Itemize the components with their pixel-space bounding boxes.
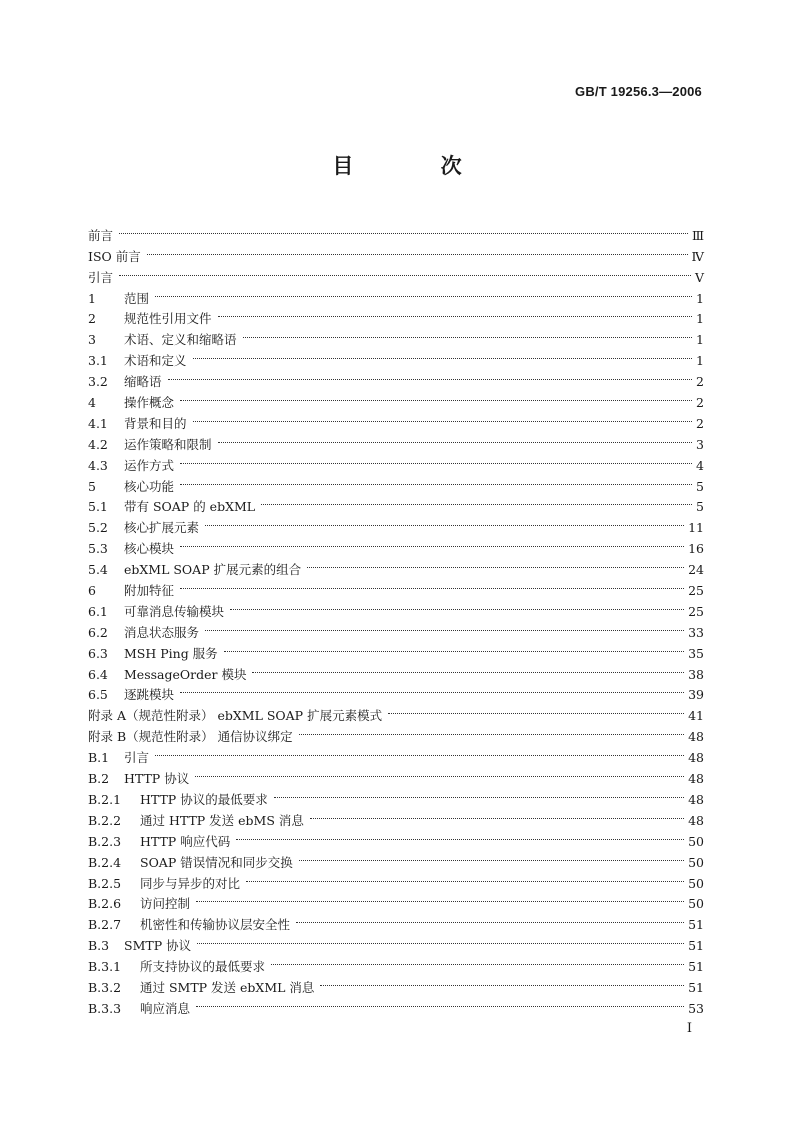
toc-dot-leader <box>274 783 684 804</box>
toc-entry-label: HTTP 响应代码 <box>140 833 231 849</box>
toc-entry-page: 5 <box>696 478 704 494</box>
toc-entry <box>88 470 704 494</box>
toc-entry-page: 48 <box>688 812 704 828</box>
toc-entry <box>88 282 704 306</box>
toc-entry-label: 术语和定义 <box>124 353 187 369</box>
toc-dot-leader <box>197 929 684 950</box>
toc-entry <box>88 449 704 473</box>
toc-dot-leader <box>119 219 688 240</box>
toc-entry-number: 1 <box>88 290 96 306</box>
toc-dot-leader <box>224 637 684 658</box>
toc-entry-page: 1 <box>696 311 704 327</box>
toc-entry-number: 2 <box>88 311 96 327</box>
toc-entry-page: 50 <box>688 854 704 870</box>
toc-entry-number: 6.3 <box>88 645 108 661</box>
toc-entry <box>88 553 704 578</box>
toc-dot-leader <box>195 762 684 783</box>
toc-entry-page: 24 <box>688 562 704 578</box>
toc-entry-page: 51 <box>688 979 704 995</box>
table-of-contents <box>88 219 704 1016</box>
toc-dot-leader <box>180 470 692 491</box>
toc-entry <box>88 407 704 431</box>
toc-entry-label: HTTP 协议 <box>124 771 190 787</box>
toc-entry-page: 5 <box>696 499 704 515</box>
toc-entry-label: 操作概念 <box>124 395 175 411</box>
toc-entry-number: B.2.6 <box>88 896 122 912</box>
toc-dot-leader <box>299 720 684 741</box>
toc-entry-page: 11 <box>688 520 704 536</box>
toc-entry <box>88 386 704 411</box>
toc-entry-label: 通过 SMTP 发送 ebXML 消息 <box>140 979 315 995</box>
toc-entry-label: 核心模块 <box>124 541 175 557</box>
toc-entry-page: 1 <box>696 290 704 306</box>
toc-entry <box>88 303 704 327</box>
toc-entry <box>88 679 704 703</box>
toc-entry-page: 51 <box>688 938 704 954</box>
toc-entry-label: MSH Ping 服务 <box>124 645 218 661</box>
toc-entry-page: Ⅳ <box>691 248 704 264</box>
toc-entry-label: MessageOrder 模块 <box>124 666 247 682</box>
toc-entry <box>88 699 704 724</box>
toc-entry-label: 前言 <box>88 227 114 243</box>
toc-dot-leader <box>218 303 692 324</box>
toc-entry-page: 41 <box>688 708 704 724</box>
toc-entry-label: 同步与异步的对比 <box>140 875 241 891</box>
toc-dot-leader <box>193 344 692 365</box>
toc-entry <box>88 365 704 390</box>
toc-dot-leader <box>205 616 684 637</box>
toc-entry-label: 可靠消息传输模块 <box>124 603 225 619</box>
toc-entry <box>88 240 704 264</box>
toc-entry-label: 逐跳模块 <box>124 687 175 703</box>
toc-dot-leader <box>230 595 684 616</box>
toc-entry-number: 4.3 <box>88 457 108 473</box>
toc-entry-number: 3 <box>88 332 96 348</box>
toc-entry-page: 16 <box>688 541 704 557</box>
toc-entry-number: B.2.3 <box>88 833 122 849</box>
toc-entry-page: 51 <box>688 959 704 975</box>
toc-entry-number: 3.1 <box>88 353 108 369</box>
toc-entry-number: B.2.2 <box>88 812 122 828</box>
toc-dot-leader <box>246 867 684 888</box>
toc-dot-leader <box>243 323 692 344</box>
toc-entry <box>88 219 704 243</box>
toc-entry <box>88 491 704 515</box>
toc-entry-label: 运作策略和限制 <box>124 436 212 452</box>
toc-entry-page: 2 <box>696 415 704 431</box>
toc-dot-leader <box>168 365 692 386</box>
toc-entry-page: 39 <box>688 687 704 703</box>
toc-entry-number: B.2.5 <box>88 875 122 891</box>
toc-dot-leader <box>119 261 691 282</box>
toc-entry-label: 范围 <box>124 290 150 306</box>
toc-entry-number: 5.3 <box>88 541 108 557</box>
toc-entry-number: 4.1 <box>88 415 108 431</box>
toc-entry-page: Ⅲ <box>691 227 704 243</box>
toc-dot-leader <box>271 950 684 971</box>
toc-entry-page: 1 <box>696 332 704 348</box>
toc-entry-number: B.3.1 <box>88 959 122 975</box>
toc-dot-leader <box>388 699 684 720</box>
toc-entry-label: 规范性引用文件 <box>124 311 212 327</box>
toc-entry-label: 访问控制 <box>140 896 191 912</box>
toc-entry-label: 运作方式 <box>124 457 175 473</box>
toc-entry-number: B.2 <box>88 771 110 787</box>
toc-dot-leader <box>180 679 684 700</box>
toc-entry-page: 2 <box>696 374 704 390</box>
toc-entry-page: 4 <box>696 457 704 473</box>
toc-dot-leader <box>320 971 684 992</box>
toc-dot-leader <box>147 240 688 261</box>
toc-dot-leader <box>236 825 684 846</box>
page-title: 目 次 <box>332 154 502 178</box>
toc-entry-number: B.2.1 <box>88 791 122 807</box>
toc-entry-label: 附加特征 <box>124 583 175 599</box>
toc-entry <box>88 261 704 285</box>
toc-entry-page: 51 <box>688 917 704 933</box>
toc-entry-label: ISO 前言 <box>88 248 141 264</box>
toc-entry-page: 25 <box>688 583 704 599</box>
toc-entry-number: B.2.7 <box>88 917 122 933</box>
toc-entry-number: 5.1 <box>88 499 108 515</box>
toc-dot-leader <box>205 511 684 532</box>
toc-entry <box>88 741 704 766</box>
toc-entry-label: 缩略语 <box>124 374 162 390</box>
toc-entry-label: 机密性和传输协议层安全性 <box>140 917 291 933</box>
toc-entry-label: 带有 SOAP 的 ebXML <box>124 499 256 515</box>
toc-entry-page: 33 <box>688 624 704 640</box>
toc-entry-number: 3.2 <box>88 374 108 390</box>
toc-entry-number: 6.4 <box>88 666 108 682</box>
toc-entry-number: 5.4 <box>88 562 108 578</box>
toc-dot-leader <box>307 553 684 574</box>
toc-entry-page: 38 <box>688 666 704 682</box>
toc-entry-label: 引言 <box>124 750 150 766</box>
toc-dot-leader <box>252 658 684 679</box>
toc-dot-leader <box>196 992 684 1013</box>
toc-entry-number: B.1 <box>88 750 110 766</box>
toc-entry-label: 响应消息 <box>140 1000 191 1016</box>
toc-entry-label: 消息状态服务 <box>124 624 200 640</box>
toc-entry-page: 48 <box>688 771 704 787</box>
toc-entry-page: 48 <box>688 729 704 745</box>
toc-dot-leader <box>180 574 684 595</box>
toc-dot-leader <box>218 428 692 449</box>
toc-entry <box>88 574 704 599</box>
toc-entry-label: 核心功能 <box>124 478 175 494</box>
toc-entry-page: 50 <box>688 875 704 891</box>
toc-entry-label: 背景和目的 <box>124 415 187 431</box>
toc-entry-label: 核心扩展元素 <box>124 520 200 536</box>
toc-dot-leader <box>180 532 684 553</box>
standard-code: GB/T 19256.3—2006 <box>575 84 702 99</box>
toc-entry-label: 附录 B（规范性附录） 通信协议绑定 <box>88 729 293 745</box>
toc-entry <box>88 532 704 557</box>
toc-entry-number: 6.2 <box>88 624 108 640</box>
toc-entry-label: SMTP 协议 <box>124 938 192 954</box>
toc-entry-number: 6 <box>88 583 96 599</box>
toc-entry-label: ebXML SOAP 扩展元素的组合 <box>124 562 302 578</box>
toc-dot-leader <box>155 282 692 303</box>
toc-entry-page: 50 <box>688 833 704 849</box>
toc-entry <box>88 595 704 619</box>
toc-dot-leader <box>299 846 684 867</box>
toc-entry-number: 6.5 <box>88 687 108 703</box>
toc-entry-label: 引言 <box>88 269 114 285</box>
toc-entry-number: 5 <box>88 478 96 494</box>
toc-dot-leader <box>193 407 692 428</box>
toc-entry-number: B.3.2 <box>88 979 122 995</box>
toc-dot-leader <box>196 888 684 909</box>
toc-entry-number: 6.1 <box>88 603 108 619</box>
toc-entry-number: B.2.4 <box>88 854 122 870</box>
toc-entry-page: 25 <box>688 603 704 619</box>
toc-entry <box>88 762 704 787</box>
toc-entry-page: 1 <box>696 353 704 369</box>
toc-dot-leader <box>180 449 692 470</box>
toc-entry-label: 所支持协议的最低要求 <box>140 959 266 975</box>
toc-entry-label: 通过 HTTP 发送 ebMS 消息 <box>140 812 304 828</box>
toc-entry-label: SOAP 错误情况和同步交换 <box>140 854 293 870</box>
toc-entry-page: 50 <box>688 896 704 912</box>
toc-entry-label: 附录 A（规范性附录） ebXML SOAP 扩展元素模式 <box>88 708 383 724</box>
toc-dot-leader <box>180 386 692 407</box>
toc-dot-leader <box>261 491 692 512</box>
toc-entry-page: 48 <box>688 750 704 766</box>
toc-dot-leader <box>310 804 684 825</box>
toc-entry-page: 48 <box>688 791 704 807</box>
toc-entry-page: 35 <box>688 645 704 661</box>
toc-entry-number: B.3 <box>88 938 110 954</box>
toc-entry-label: 术语、定义和缩略语 <box>124 332 237 348</box>
toc-entry-label: HTTP 协议的最低要求 <box>140 791 268 807</box>
page-number: I <box>686 1021 692 1036</box>
toc-entry-number: 4.2 <box>88 436 108 452</box>
toc-dot-leader <box>296 908 684 929</box>
toc-entry-number: 5.2 <box>88 520 108 536</box>
toc-entry-number: B.3.3 <box>88 1000 122 1016</box>
toc-entry-page: 53 <box>688 1000 704 1016</box>
toc-dot-leader <box>155 741 684 762</box>
toc-entry-page: Ⅴ <box>694 269 704 285</box>
toc-entry-number: 4 <box>88 395 96 411</box>
toc-entry-page: 2 <box>696 395 704 411</box>
toc-entry-page: 3 <box>696 436 704 452</box>
